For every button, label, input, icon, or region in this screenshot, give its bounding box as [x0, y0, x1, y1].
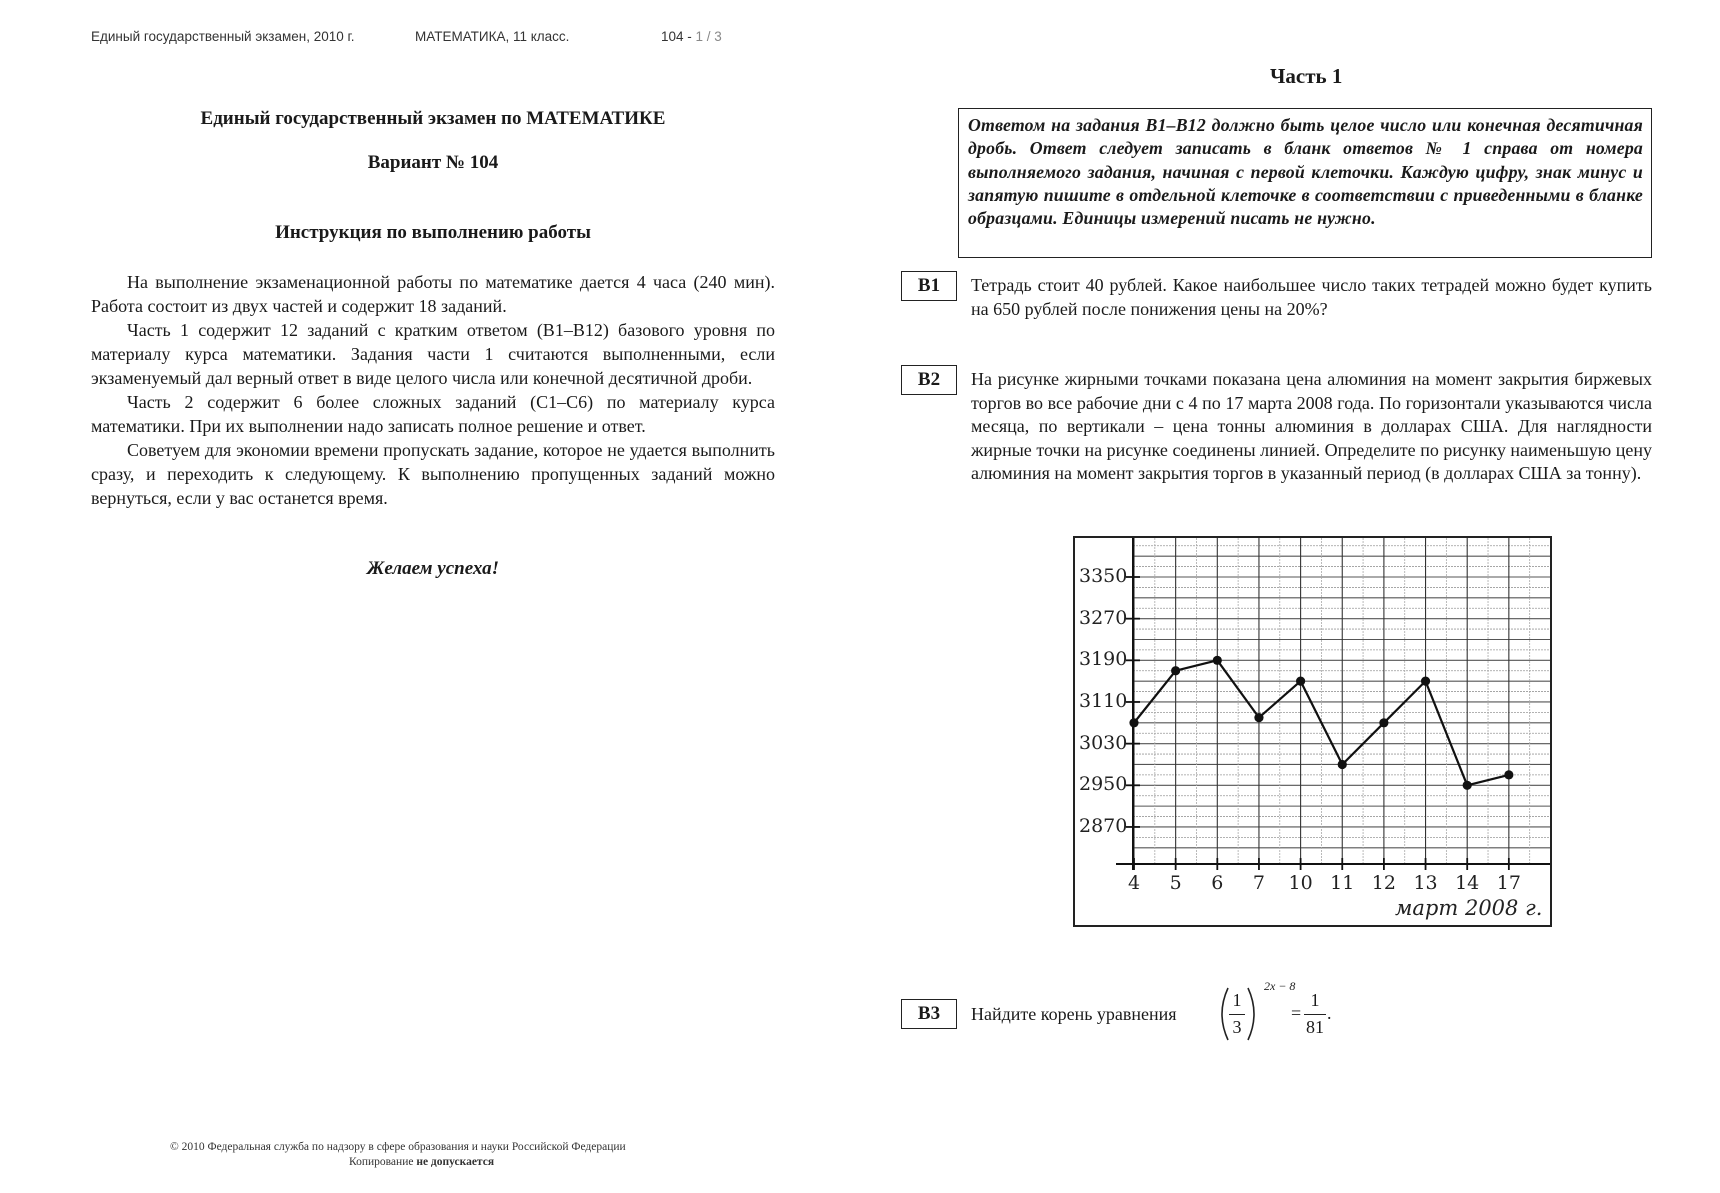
task-label-b2: B2: [901, 365, 957, 395]
instruction-paragraph-3: Часть 2 содержит 6 более сложных заданий (С1–С6) по материалу курса математики. При их выполнении надо записать полное решение и ответ.: [91, 392, 775, 436]
good-luck-text: Желаем успеха!: [366, 558, 500, 579]
exponent: 2x − 8: [1264, 979, 1296, 993]
data-point: [1254, 713, 1263, 722]
task-label-b1: B1: [901, 271, 957, 301]
page-prefix: 104 -: [661, 29, 696, 44]
x-tick-label: 13: [1413, 872, 1438, 894]
data-point: [1296, 677, 1305, 686]
x-tick-label: 5: [1169, 872, 1182, 894]
part-title: Часть 1: [1270, 64, 1343, 88]
y-tick-label: 2950: [1079, 773, 1128, 796]
x-tick-label: 17: [1496, 872, 1521, 894]
instruction-paragraph-1: На выполнение экзаменационной работы по математике дается 4 часа (240 мин). Работа состоит из двух частей и содержит 18 заданий.: [91, 272, 775, 316]
y-tick-label: 3350: [1079, 565, 1128, 587]
x-tick-label: 11: [1330, 872, 1355, 894]
exam-title: Единый государственный экзамен по МАТЕМАТИКЕ: [200, 108, 666, 129]
variant-title: Вариант № 104: [367, 152, 499, 173]
rhs-numerator: 1: [1310, 990, 1320, 1010]
task-text-b1: Тетрадь стоит 40 рублей. Какое наибольшее число таких тетрадей можно будет купить на 650 рублей после понижения цены на 20%?: [971, 275, 1652, 319]
data-point: [1421, 677, 1430, 686]
data-point: [1213, 656, 1222, 665]
y-tick-label: 3110: [1079, 689, 1128, 712]
footer-copy-bold: не допускается: [416, 1156, 495, 1168]
base-fraction-bar: [1229, 1014, 1245, 1015]
chart-grid: [1133, 538, 1550, 864]
task-text-b2: На рисунке жирными точками показана цена алюминия на момент закрытия биржевых торгов во все рабочие дни с 4 по 17 марта 2008 года. По горизонтали указываются числа месяца, по вертикали – цена тонны алюминия в долларах США. Для наглядности жирные точки на рисунке соединены линией. Определите по рисунку наименьшую цену алюминия на момент закрытия торгов в указанный период (в долларах США за тонну).: [971, 369, 1652, 483]
base-numerator: 1: [1232, 990, 1242, 1010]
instruction-paragraph-4: Советуем для экономии времени пропускать задание, которое не удается выполнить сразу, и переходить к следующему. К выполнению пропущенных заданий можно вернуться, если у вас останется время.: [91, 440, 775, 508]
equation-period: .: [1327, 1003, 1332, 1023]
footer-copyright: © 2010 Федеральная служба по надзору в сфере образования и науки Российской Федерации: [170, 1141, 626, 1153]
x-tick-label: 6: [1211, 872, 1224, 894]
task-label-b3: B3: [901, 999, 957, 1029]
right-paren-icon: [1244, 984, 1262, 1044]
y-tick-label: 3030: [1079, 731, 1128, 754]
x-axis-caption: март 2008 г.: [1395, 896, 1543, 920]
task-text-b3: Найдите корень уравнения: [971, 1004, 1177, 1024]
data-point: [1129, 718, 1138, 727]
x-tick-label: 10: [1288, 872, 1313, 894]
equation: [1214, 979, 1354, 1044]
y-tick-label: 2870: [1079, 814, 1128, 837]
equals-sign: =: [1291, 1003, 1302, 1023]
data-point: [1504, 770, 1513, 779]
x-tick-label: 14: [1455, 872, 1480, 894]
answer-notice-box: Ответом на задания В1–В12 должно быть целое число или конечная десятичная дробь. Ответ следует записать в бланк ответов № 1 справа от номера выполняемого задания, начиная с первой клеточки. Каждую цифру, знак минус и запятую пишите в отдельной клеточке в соответствии с приведенными в бланке образцами. Единицы измерений писать не нужно.: [958, 108, 1652, 258]
header-subject: МАТЕМАТИКА, 11 класс.: [415, 29, 570, 44]
footer-copy-plain: Копирование: [349, 1156, 417, 1168]
instructions-title: Инструкция по выполнению работы: [275, 222, 591, 243]
data-point: [1171, 666, 1180, 675]
instruction-paragraph-2: Часть 1 содержит 12 заданий с кратким ответом (В1–В12) базового уровня по материалу курса математики. Задания части 1 считаются выполненными, если экзаменуемый дал верный ответ в виде целого числа или конечной десятичной дроби.: [91, 320, 775, 388]
data-point: [1338, 760, 1347, 769]
base-denominator: 3: [1232, 1017, 1242, 1037]
page-suffix: 1 / 3: [695, 29, 722, 44]
y-tick-label: 3270: [1079, 606, 1128, 629]
footer-copy-notice: [349, 1156, 494, 1168]
x-tick-label: 4: [1127, 872, 1141, 894]
data-point: [1463, 781, 1472, 790]
x-tick-label: 12: [1371, 872, 1396, 894]
rhs-denominator: 81: [1306, 1017, 1324, 1037]
y-tick-label: 3190: [1079, 648, 1128, 671]
x-tick-label: 7: [1252, 872, 1265, 894]
header-exam: Единый государственный экзамен, 2010 г.: [91, 29, 355, 44]
data-point: [1379, 718, 1388, 727]
rhs-fraction-bar: [1304, 1014, 1326, 1015]
